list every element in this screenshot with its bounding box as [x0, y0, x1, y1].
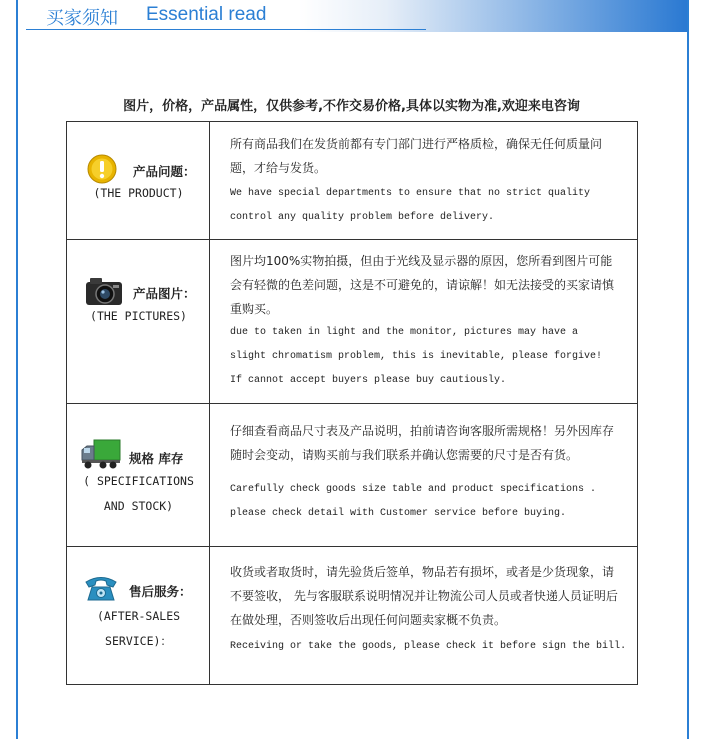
row-title-cn: 售后服务：: [129, 584, 192, 599]
row-text-en-2: slight chromatism problem, this is inevitable, please forgive!: [230, 351, 603, 362]
row-content-cell: [210, 240, 637, 403]
row-text-en-2: control any quality problem before delivery.: [230, 212, 495, 223]
row-title-cn: 规格 库存: [129, 451, 184, 466]
row-label-cell: [67, 122, 210, 239]
header-band: [18, 0, 687, 32]
row-text-en-1: Receiving or take the goods, please check it before sign the bill.: [230, 641, 627, 652]
row-title-en: (THE PICTURES): [90, 309, 187, 323]
phone-icon: [83, 573, 119, 607]
header-title-cn: 买家须知: [46, 8, 118, 29]
table-row-product: [67, 122, 637, 240]
row-label-cell: [67, 240, 210, 403]
row-content-cell: [210, 404, 637, 546]
row-text-en-2: please check detail with Customer service before buying.: [230, 508, 567, 519]
row-text-cn: 所有商品我们在发货前都有专门部门进行严格质检，确保无任何质量问题，才给与发货。: [230, 137, 603, 175]
row-title-en: (THE PRODUCT): [93, 186, 184, 200]
row-label-cell: [67, 547, 210, 684]
row-text-en-1: due to taken in light and the monitor, pictures may have a: [230, 327, 579, 338]
table-row-pictures: [67, 240, 637, 404]
row-title-en-2: AND STOCK): [103, 499, 174, 513]
info-table: [66, 121, 638, 685]
truck-icon: [81, 438, 121, 474]
row-title-en-2: SERVICE)：: [105, 634, 172, 648]
notice-text: 图片，价格，产品属性，仅供参考,不作交易价格,具体以实物为准,欢迎来电咨询: [123, 99, 580, 114]
table-row-specifications: [67, 404, 637, 547]
row-title-cn: 产品问题：: [133, 164, 196, 179]
row-title-cn: 产品图片：: [133, 286, 196, 301]
row-text-en-1: We have special departments to ensure that no strict quality: [230, 188, 591, 199]
header-title-en: Essential read: [146, 4, 267, 25]
row-content-cell: [210, 547, 637, 684]
table-row-after-sales: [67, 547, 637, 684]
row-text-cn: 图片均100%实物拍摄，但由于光线及显示器的原因，您所看到图片可能会有轻微的色差问题，这是不可避免的，请谅解！如无法接受的买家请慎重购买。: [230, 254, 615, 316]
row-text-en-1: Carefully check goods size table and product specifications .: [230, 484, 597, 495]
row-text-cn: 收货或者取货时，请先验货后签单，物品若有损坏，或者是少货现象，请不要签收， 先与客服联系说明情况并让物流公司人员或者快递人员证明后在做处理，否则签收后出现任何问题卖家概不负责。: [230, 565, 618, 627]
row-label-cell: [67, 404, 210, 546]
row-title-en-1: ( SPECIFICATIONS: [83, 474, 194, 488]
row-content-cell: [210, 122, 637, 239]
row-title-en-1: (AFTER-SALES: [96, 609, 181, 623]
warning-icon: [87, 154, 117, 188]
camera-icon: [85, 276, 123, 310]
row-text-cn: 仔细查看商品尺寸表及产品说明，拍前请咨询客服所需规格！另外因库存随时会变动，请购买前与我们联系并确认您需要的尺寸是否有货。: [230, 424, 615, 462]
row-text-en-3: If cannot accept buyers please buy cautiously.: [230, 375, 507, 386]
